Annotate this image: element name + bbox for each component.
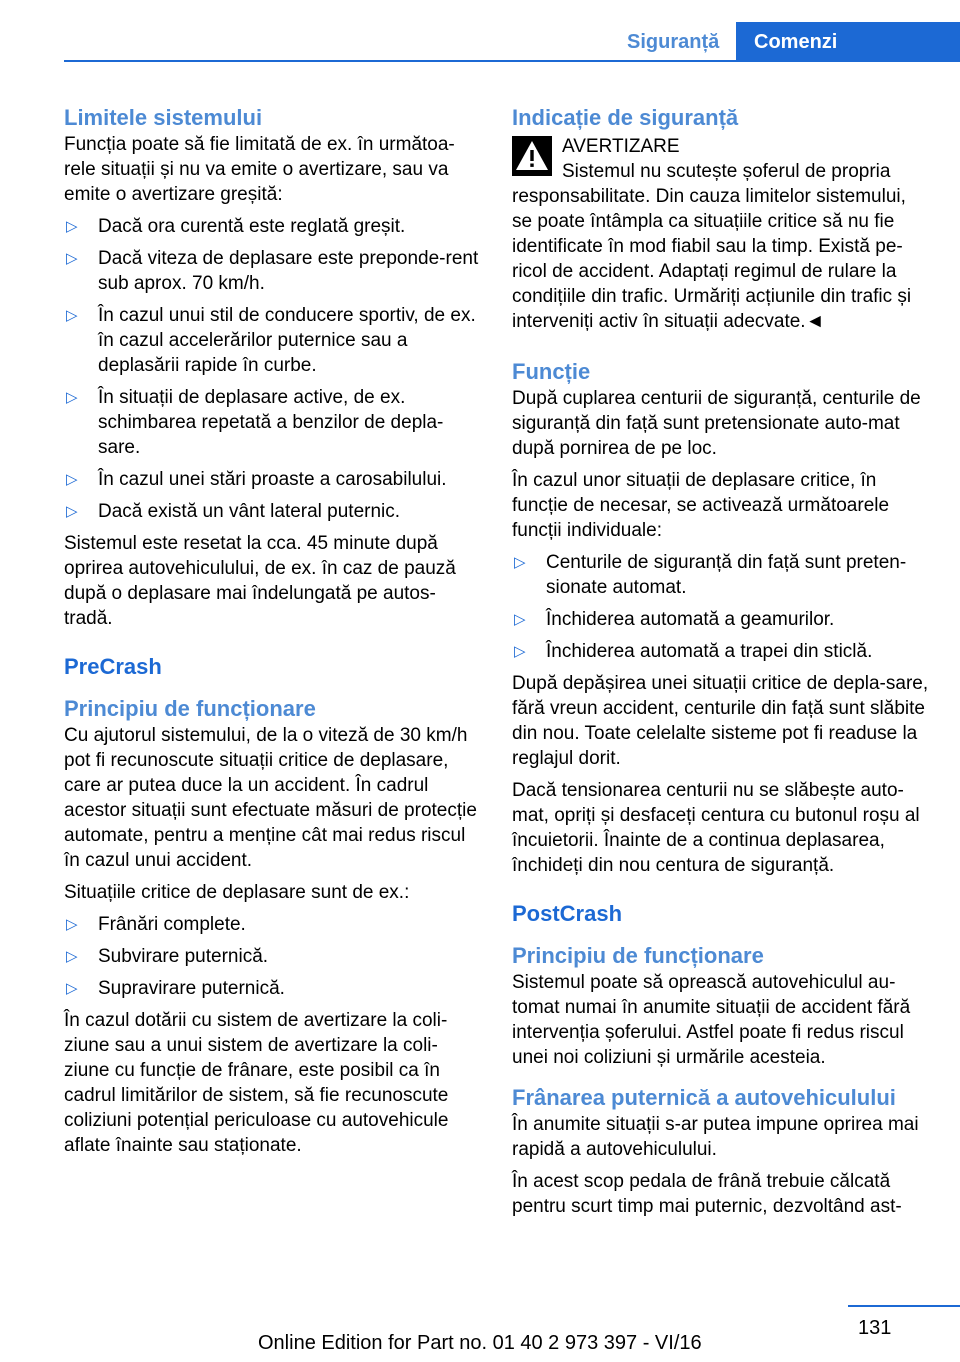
header-chapter-tab: Comenzi [736, 22, 960, 62]
triangle-bullet-icon: ▷ [514, 643, 526, 660]
heading-operating-principle-2: Principiu de funcționare [512, 943, 764, 968]
list-item: ▷ Subvirare puternică. [66, 946, 269, 967]
warning-triangle-icon [512, 136, 552, 176]
triangle-bullet-icon: ▷ [514, 611, 526, 628]
list-item: ▷ În cazul unui stil de conducere sportiv, de ex. în cazul accelerărilor puternice sau a deplasării rapide în curbe. [66, 305, 476, 376]
heading-precrash: PreCrash [64, 654, 162, 679]
right-column [512, 104, 930, 1226]
heading-function: Funcție [512, 359, 591, 384]
page-number: 131 [858, 1317, 892, 1339]
triangle-bullet-icon: ▷ [514, 554, 526, 571]
heading-safety-note: Indicație de siguranță [512, 105, 739, 130]
triangle-bullet-icon: ▷ [66, 980, 78, 997]
list-critical-situations [64, 912, 479, 1001]
footer-rule [848, 1305, 960, 1307]
triangle-bullet-icon: ▷ [66, 471, 78, 488]
triangle-bullet-icon: ▷ [66, 389, 78, 406]
triangle-bullet-icon: ▷ [66, 307, 78, 324]
warning-text: Sistemul nu scutește șoferul de propria responsabilitate. Din cauza limitelor sistemului, se poate întâmpla ca situațiile critice să nu fie identificate în mod fiabil sau la timp. Există pe-ricol de accident. Adaptați regimul de rulare la condițiile din trafic. Urmăriți acțiunile din trafic și interveniți activ în situații adecvate.◄ [512, 161, 912, 332]
triangle-bullet-icon: ▷ [66, 250, 78, 267]
triangle-bullet-icon: ▷ [66, 218, 78, 235]
list-item: ▷ Dacă viteza de deplasare este preponde-rent sub aprox. 70 km/h. [66, 248, 479, 294]
left-column [64, 104, 479, 1165]
header-rule [64, 60, 960, 62]
triangle-bullet-icon: ▷ [66, 916, 78, 933]
triangle-bullet-icon: ▷ [66, 503, 78, 520]
warning-title: AVERTIZARE [562, 136, 680, 157]
paragraph-collision-warning: În cazul dotării cu sistem de avertizare la coli-ziune sau a unui sistem de avertizare la coli-ziune cu funcție de frânare, este posibil ca în cadrul limitărilor de sistem, să fie recunoscute coliziuni potențial periculoase cu autovehicule aflate înainte sau staționate. [64, 1010, 449, 1156]
warning-box [512, 134, 930, 334]
paragraph-critical-intro: Situațiile critice de deplasare sunt de ex.: [64, 882, 410, 903]
list-limits [64, 214, 479, 524]
list-item: ▷ În situații de deplasare active, de ex. schimbarea repetată a benzilor de depla-sare. [66, 387, 444, 458]
list-item: ▷ Dacă există un vânt lateral puternic. [66, 501, 401, 522]
heading-postcrash: PostCrash [512, 901, 623, 926]
heading-operating-principle: Principiu de funcționare [64, 696, 316, 721]
paragraph-principle-2: Sistemul poate să oprească autovehiculul au-tomat numai în anumite situații de accident fără intervenția șoferului. Astfel poate fi redus riscul unei noi coliziuni și urmările acesteia. [512, 972, 911, 1068]
list-item: ▷ Frânări complete. [66, 914, 246, 935]
paragraph-reset: Sistemul este resetat la cca. 45 minute după oprirea autovehiculului, de ex. în caz de pauză după o deplasare mai îndelungată pe autos-tradă. [64, 533, 456, 629]
list-item: ▷ Dacă ora curentă este reglată greșit. [66, 216, 406, 237]
page-header [0, 0, 960, 62]
paragraph-after-critical: După depășirea unei situații critice de depla-sare, fără vreun accident, centurile din față sunt slăbite din nou. Toate celelalte sisteme pot fi readuse la reglajul dorit. [512, 673, 929, 769]
triangle-bullet-icon: ▷ [66, 948, 78, 965]
paragraph-function-1: După cuplarea centurii de siguranță, centurile de siguranță din față sunt pretensionate auto-mat după pornirea de pe loc. [512, 388, 921, 459]
list-functions [512, 550, 930, 664]
paragraph-limits-intro: Funcția poate să fie limitată de ex. în următoa-rele situații și nu va emite o avertizare, sau va emite o avertizare greșită: [64, 134, 455, 205]
paragraph-principle: Cu ajutorul sistemului, de la o viteză de 30 km/h pot fi recunoscute situații critice de deplasare, care ar putea duce la un accident. În cadrul acestor situații sunt efectuate măsuri de protecție automate, pentru a menține cât mai redus riscul în cazul unui accident. [64, 725, 477, 871]
paragraph-belt-release: Dacă tensionarea centurii nu se slăbește auto-mat, opriți și desfaceți centura cu butonul roșu al încuietorii. Înainte de a continua deplasarea, închideți din nou centura de siguranță. [512, 780, 920, 876]
list-item: ▷ Închiderea automată a trapei din sticlă. [514, 641, 873, 662]
header-section-label: Siguranță [627, 31, 720, 53]
paragraph-braking-2: În acest scop pedala de frână trebuie călcată pentru scurt timp mai puternic, dezvoltând ast- [512, 1171, 902, 1217]
heading-system-limits: Limitele sistemului [64, 105, 263, 130]
list-item: ▷ Supravirare puternică. [66, 978, 285, 999]
list-item: ▷ Centurile de siguranță din față sunt preten-sionate automat. [514, 552, 907, 598]
paragraph-function-2: În cazul unor situații de deplasare critice, în funcție de necesar, se activează următoarele funcții individuale: [512, 470, 890, 541]
heading-hard-braking: Frânarea puternică a autovehiculului [512, 1085, 896, 1110]
list-item: ▷ În cazul unei stări proaste a carosabilului. [66, 469, 447, 490]
list-item: ▷ Închiderea automată a geamurilor. [514, 609, 835, 630]
paragraph-braking-1: În anumite situații s-ar putea impune oprirea mai rapidă a autovehiculului. [512, 1114, 919, 1160]
footer-edition: Online Edition for Part no. 01 40 2 973 397 - VI/16 [258, 1332, 702, 1354]
